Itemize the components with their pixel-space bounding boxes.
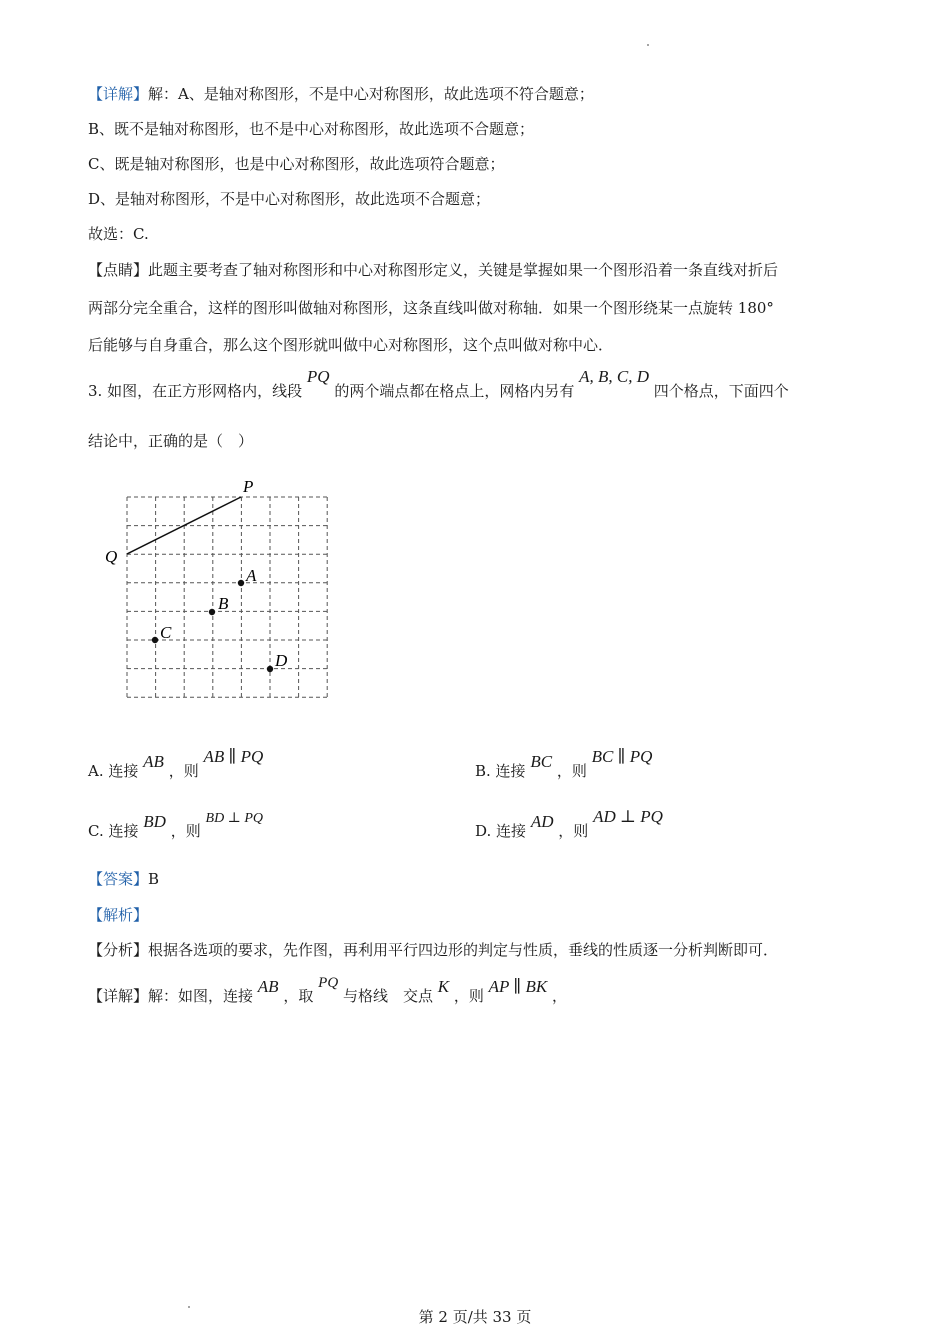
question-text-1: 3. 如图，在正方形网格内，线段: [88, 382, 303, 400]
corner-dot-top: [647, 44, 649, 46]
detail-text-1: 解：A、是轴对称图形，不是中心对称图形，故此选项不符合题意；: [148, 85, 594, 103]
label-p: P: [243, 477, 254, 496]
point-c: [152, 637, 158, 643]
comment-line-1: 【点睛】此题主要考查了轴对称图形和中心对称图形定义，关键是掌握如果一个图形沿着一条直线对折后: [88, 261, 779, 279]
option-d-rel: AD ⊥ PQ: [593, 807, 663, 826]
point-a: [238, 580, 244, 586]
point-d: [267, 666, 273, 672]
option-d-seg: AD: [530, 812, 554, 831]
comment-line-2: 两部分完全重合，这样的图形叫做轴对称图形，这条直线叫做对称轴．如果一个图形绕某一点旋转 180°: [88, 299, 774, 317]
option-a-mid: ，则: [168, 762, 199, 780]
detail2-mid1: ，取: [283, 987, 314, 1005]
detail2-end: ，: [551, 987, 567, 1005]
option-b-prefix: B. 连接: [475, 762, 526, 780]
option-a-prefix: A. 连接: [88, 762, 139, 780]
option-b-mid: ，则: [556, 762, 587, 780]
question-text-2: 的两个端点都在格点上，网格内另有: [334, 382, 575, 400]
answer-value: B: [148, 870, 160, 888]
grid-figure: [100, 475, 360, 715]
option-c-rel: BD ⊥ PQ: [205, 811, 264, 826]
option-b-rel: BC ∥ PQ: [591, 747, 653, 766]
detail-line-2: B、既不是轴对称图形，也不是中心对称图形，故此选项不合题意；: [88, 120, 535, 138]
option-a-seg: AB: [143, 752, 164, 771]
detail2-seg1: AB: [257, 977, 279, 996]
analysis-line: 【分析】根据各选项的要求，先作图，再利用平行四边形的判定与性质，垂线的性质逐一分析判断即可．: [88, 941, 779, 959]
detail2-mid3: ，则: [453, 987, 484, 1005]
label-a: A: [246, 566, 257, 585]
label-c: C: [160, 623, 172, 642]
answer-line: [88, 868, 159, 889]
option-c-mid: ，则: [170, 822, 201, 840]
detail2-rel: AP ∥ BK: [488, 977, 548, 996]
question-seg-pq: PQ: [306, 367, 330, 386]
option-a: [88, 747, 264, 781]
option-d-prefix: D. 连接: [475, 822, 527, 840]
detail-line-3: C、既是轴对称图形，也是中心对称图形，故此选项符合题意；: [88, 155, 505, 173]
answer-label: 【答案】: [88, 870, 149, 888]
point-b: [209, 609, 215, 615]
option-d-mid: ，则: [558, 822, 589, 840]
page-footer: 第 2 页/共 33 页: [418, 1308, 532, 1326]
question-text-3: 四个格点，下面四个: [653, 382, 789, 400]
detail-line-4: D、是轴对称图形，不是中心对称图形，故此选项不合题意；: [88, 190, 491, 208]
detail2-seg2: PQ: [318, 975, 339, 991]
detail2-prefix: 【详解】解：如图，连接: [88, 987, 254, 1005]
detail2-mid2: 与格线 交点: [342, 987, 433, 1005]
detail-line-1: [88, 83, 594, 104]
option-b-seg: BC: [530, 752, 553, 771]
option-b: [475, 747, 653, 781]
detail-tag: 【详解】: [88, 85, 149, 103]
comment-line-3: 后能够与自身重合，那么这个图形就叫做中心对称图形，这个点叫做对称中心．: [88, 336, 614, 354]
label-q: Q: [105, 547, 118, 566]
detail2-line: [88, 975, 567, 1006]
label-b: B: [218, 594, 229, 613]
option-c-seg: BD: [143, 812, 166, 831]
option-c-prefix: C. 连接: [88, 822, 139, 840]
option-d: [475, 807, 663, 841]
analysis-label: 【解析】: [88, 906, 149, 924]
option-a-rel: AB ∥ PQ: [203, 747, 264, 766]
question-line-2: 结论中，正确的是（ ）: [88, 432, 254, 450]
detail2-pt: K: [437, 977, 450, 996]
option-c: [88, 811, 264, 841]
question-points: A, B, C, D: [579, 367, 650, 386]
question-line-1: [88, 367, 789, 401]
label-d: D: [275, 651, 288, 670]
detail-line-5: 故选：C.: [88, 225, 149, 243]
